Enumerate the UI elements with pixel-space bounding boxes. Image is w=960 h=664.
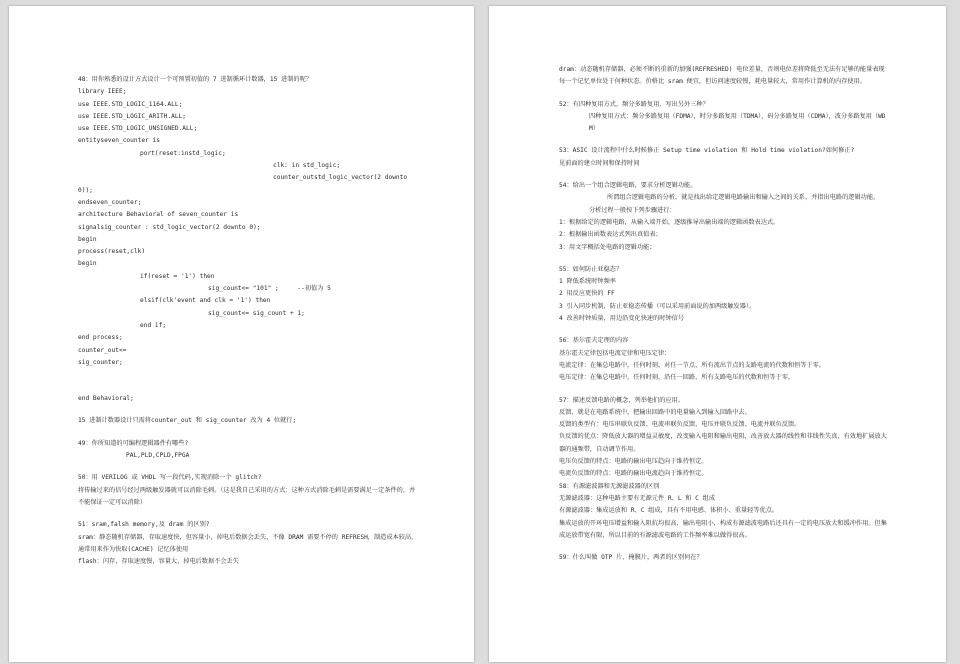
paragraph: 负反馈的优点：降低放大器的增益灵敏度，改变输入电阻和输出电阻，改善放大器的线性和非线性失真，有效地扩展放大器的通频带，自动调节作用。 <box>559 433 887 453</box>
paragraph: 2：根据输出函数表达式列出真值表； <box>559 231 662 239</box>
page-right-text <box>559 64 889 564</box>
paragraph: 3 引入同步机制，防止亚稳态传播（可以采用前面说的加两级触发器）。 <box>559 302 756 310</box>
code-line: signalsig_counter : std_logic_vector(2 downto 0); <box>78 223 261 231</box>
paragraph: 分析过程一般按下列步骤进行： <box>589 206 676 214</box>
code-line: sig_count<= "101" ; --初值为 5 <box>208 285 331 293</box>
paragraph: 3：用文字概括处电路的逻辑功能； <box>559 243 656 251</box>
paragraph: 见前面的建立时间和保持时间 <box>559 159 640 167</box>
code-line: sig_counter; <box>78 358 123 366</box>
question-58-title: 58：有源滤波器和无源滤波器的区别 <box>559 482 660 490</box>
question-49-title: 49：你所知道的可编程逻辑器件有哪些? <box>78 439 189 447</box>
paragraph: 无源滤波器：这种电路主要有无源元件 R、L 和 C 组成 <box>559 494 716 502</box>
paragraph: 有源滤波器：集成运放和 R、C 组成，具有不用电感、体积小、重量轻等优点。 <box>559 507 779 515</box>
code-line: library IEEE; <box>78 88 127 96</box>
paragraph: 集成运放的开环电压增益和输入阻抗均很高，输出电阻小，构成有源滤波电路后还具有一定的电压放大和缓冲作用。但集成运放带宽有限，所以目前的有源滤波电路的工作频率难以做得很高。 <box>559 519 887 539</box>
paragraph: 2 用反应更快的 FF <box>559 290 615 298</box>
code-line: use IEEE.STD_LOGIC_ARITH.ALL; <box>78 112 187 120</box>
question-54-title: 54：给出一个组合逻辑电路，要求分析逻辑功能。 <box>559 182 697 190</box>
code-line: begin <box>78 235 97 243</box>
question-51-title: 51：sram,falsh memory,及 dram 的区别? <box>78 521 210 529</box>
paragraph: flash：闪存，存取速度慢，容量大，掉电后数据不会丢失 <box>78 558 239 566</box>
question-48-title: 48：用你熟悉的设计方式设计一个可预置初值的 7 进制循环计数器，15 进制的呢？ <box>78 76 312 83</box>
question-55-title: 55：如何防止亚稳态？ <box>559 265 623 273</box>
paragraph: 四种复用方式：频分多路复用（FDMA），时分多路复用（TDMA），码分多路复用（CDMA），波分多路复用（WDM） <box>589 112 886 133</box>
paragraph: 电压定律：在集总电路中，任何时刻，沿任一回路，所有支路电压的代数和恒等于零。 <box>559 374 795 382</box>
code-line: endseven_counter; <box>78 198 142 206</box>
code-line: counter_out<= <box>78 346 127 354</box>
paragraph: 反馈，就是在电路系统中，把输出回路中的电量输入到输入回路中去。 <box>559 408 751 416</box>
paragraph: 1 降低系统时钟频率 <box>559 278 616 286</box>
question-56-title: 56：基尔霍夫定理的内容 <box>559 337 629 345</box>
paragraph: 电压负反馈的特点：电路的输出电压趋向于维持恒定。 <box>559 458 708 466</box>
code-line: sig_count<= sig_count + 1; <box>208 309 305 317</box>
paragraph: 电流负反馈的特点：电路的输出电流趋向于维持恒定。 <box>559 470 708 478</box>
document-page-left <box>9 6 474 662</box>
code-line: entityseven_counter is <box>78 137 160 145</box>
paragraph: 基尔霍夫定律包括电流定律和电压定律： <box>559 349 671 357</box>
code-line: counter_outstd_logic_vector(2 downto <box>273 174 408 182</box>
paragraph: 1：根据给定的逻辑电路，从输入端开始，逐级推导出输出端的逻辑函数表达式。 <box>559 218 780 226</box>
code-line: if(reset = '1') then <box>140 272 215 280</box>
question-52-title: 52：有四种复用方式，频分多路复用，写出另外三种？ <box>559 100 709 108</box>
code-line: elsif(clk'event and clk = '1') then <box>140 297 271 305</box>
code-line: use IEEE.STD_LOGIC_1164.ALL; <box>78 100 183 108</box>
paragraph: 将传输过来的信号经过两级触发器就可以消除毛刺。（这是我自己采用的方式：这种方式消除毛刺是需要满足一定条件的，并不能保证一定可以消除） <box>78 486 416 506</box>
paragraph: 15 进制计数器设计只需将counter_out 和 sig_counter 改为 4 位就行; <box>78 417 297 425</box>
paragraph: dram：动态随机存储器，必须不断的重新的加强(REFRESHED) 电位差量，否则电位差将降低至无法有足够的能量表现每一个记忆单位处于何种状态。价格比 sram 便宜，但访问速度较慢，耗电量较大，常用作计算机的内存使用。 <box>559 66 885 86</box>
code-line: begin <box>78 260 97 268</box>
code-line: end Behavioral; <box>78 395 134 403</box>
code-line: clk: in std_logic; <box>273 162 341 170</box>
page-left-text <box>78 74 418 568</box>
document-page-right <box>489 6 946 662</box>
code-line: architecture Behavioral of seven_counter is <box>78 211 239 219</box>
paragraph: 所谓组合逻辑电路的分析，就是找出给定逻辑电路输出和输入之间的关系，并指出电路的逻辑功能。 <box>607 194 880 202</box>
code-line: 0)); <box>78 186 93 194</box>
paragraph: PAL,PLD,CPLD,FPGA <box>126 452 190 460</box>
code-line: port(reset:instd_logic; <box>140 149 226 157</box>
question-53-title: 53：ASIC 设计流程中什么时候修正 Setup time violation 和 Hold time violation?如何修正? <box>559 147 855 155</box>
code-line: end process; <box>78 334 123 342</box>
code-line: process(reset,clk) <box>78 248 146 256</box>
code-line: end if; <box>140 321 167 329</box>
paragraph: 电流定律：在集总电路中，任何时刻，对任一节点，所有流出节点的支路电流的代数和恒等于零。 <box>559 361 826 369</box>
question-59-title: 59：什么叫做 OTP 片、掩膜片，两者的区别何在？ <box>559 554 703 562</box>
paragraph: 4 改善时钟质量，用边沿变化快速的时钟信号 <box>559 315 685 323</box>
paragraph: sram：静态随机存储器，存取速度快，但容量小，掉电后数据会丢失，不像 DRAM 需要不停的 REFRESH，制造成本较高，通常用来作为快取(CACHE) 记忆体使用 <box>78 533 418 553</box>
code-line: use IEEE.STD_LOGIC_UNSIGNED.ALL; <box>78 125 198 133</box>
paragraph: 反馈的类型有：电压串联负反馈、电流串联负反馈、电压并联负反馈、电流并联负反馈。 <box>559 421 801 429</box>
question-57-title: 57：描述反馈电路的概念，列举他们的应用。 <box>559 396 685 404</box>
question-50-title: 50：用 VERILOG 或 VHDL 写一段代码,实现消除一个 glitch? <box>78 474 262 482</box>
